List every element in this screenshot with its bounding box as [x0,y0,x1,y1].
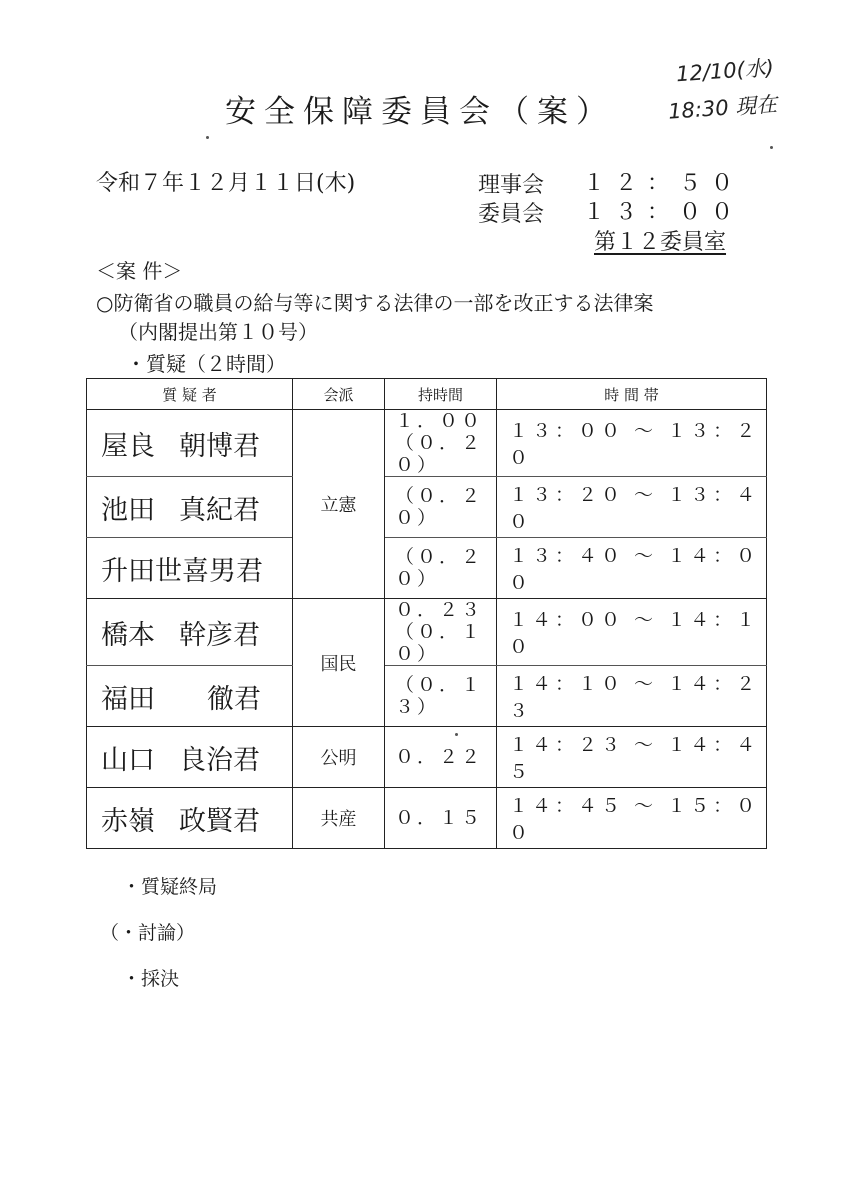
handwritten-time: 18:30 現在 [667,92,778,124]
time-slot: １４：４５ ～ １５：００ [497,788,767,849]
board-meeting-time: １２：５０ [583,171,744,196]
scan-speck [206,136,209,139]
time-allotted: （０．１３） [385,666,497,727]
time-slot: １４：１０ ～ １４：２３ [497,666,767,727]
questioner-name: 升田世喜男君 [87,538,293,599]
time-allotted: （０．２０） [385,477,497,538]
header-time-slot: 時 間 帯 [497,379,767,410]
time-slot: １３：２０ ～ １３：４０ [497,477,767,538]
party-cell: 国民 [293,599,385,727]
questioner-name: 屋良 朝博君 [87,410,293,477]
closing-item-qa-end: ・質疑終局 [122,876,218,898]
qa-section-label: ・質疑（２時間） [126,352,286,376]
questioner-name: 福田 徹君 [87,666,293,727]
board-meeting-label: 理事会 [478,173,545,198]
time-slot: １３：００ ～ １３：２０ [497,410,767,477]
page-title: 安全保障委員会（案） [225,94,615,130]
time-allotted: １．００ （０．２０） [385,410,497,477]
questioner-name: 橋本 幹彦君 [87,599,293,666]
scan-speck [770,146,773,149]
header-time-allotted: 持時間 [385,379,497,410]
table-row [87,538,767,599]
time-allotted: （０．２０） [385,538,497,599]
questioner-name: 池田 真紀君 [87,477,293,538]
table-row [87,666,767,727]
time-allotted: ０．１５ [385,788,497,849]
time-slot: １４：２３ ～ １４：４５ [497,727,767,788]
time-slot: １３：４０ ～ １４：００ [497,538,767,599]
table-header-row [87,379,767,410]
committee-meeting-label: 委員会 [478,202,545,227]
agenda-header: ＜案 件＞ [96,259,183,283]
questioner-name: 赤嶺 政賢君 [87,788,293,849]
party-cell: 公明 [293,727,385,788]
bill-title: ○防衛省の職員の給与等に関する法律の一部を改正する法律案 [96,291,654,315]
handwritten-date: 12/10(水) [675,55,775,87]
meeting-date: 令和７年１２月１１日(木) [96,171,356,196]
bill-number: （内閣提出第１０号） [118,320,318,344]
time-slot: １４：００ ～ １４：１０ [497,599,767,666]
questioner-table [86,378,767,849]
table-row [87,788,767,849]
closing-item-vote: ・採決 [122,968,180,990]
meeting-room: 第１２委員室 [594,230,727,255]
header-party: 会派 [293,379,385,410]
questioner-name: 山口 良治君 [87,727,293,788]
table-row [87,727,767,788]
table-row [87,410,767,477]
party-cell: 立憲 [293,410,385,599]
table-row [87,477,767,538]
party-cell: 共産 [293,788,385,849]
table-row [87,599,767,666]
time-allotted: ０．２２ [385,727,497,788]
committee-meeting-time: １３：００ [583,200,744,225]
scan-speck [455,733,458,736]
header-questioner: 質 疑 者 [87,379,293,410]
time-allotted: ０．２３ （０．１０） [385,599,497,666]
closing-item-debate: （・討論） [100,922,196,944]
